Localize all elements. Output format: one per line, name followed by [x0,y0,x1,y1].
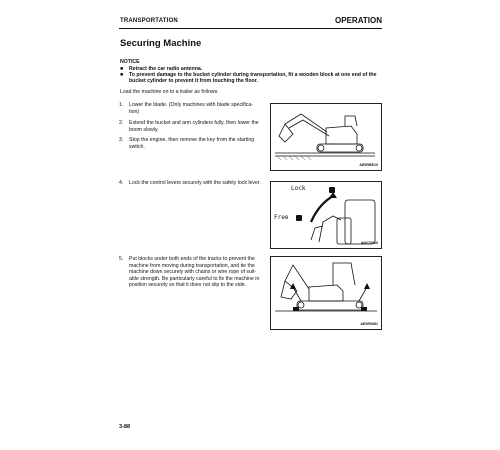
figure-id: AE0R0681 [360,322,378,326]
step-text: Put blocks under both ends of the tracks to prevent the machine from moving during transportation, and tie the machine down securely with chains or wire rope of suit- able strength. Be particularly careful to fix the machine in position securely so that it does not slip to the side. [129,256,260,289]
step-number: 3. [119,137,124,143]
page-title: Securing Machine [120,38,202,49]
header-rule [119,28,382,29]
excavator-lowered-illustration [271,104,381,170]
bullet-mark: ■ [120,66,124,72]
step-item [119,120,264,133]
tie-down-illustration [271,257,381,329]
lock-label: Lock [291,185,306,192]
step-number: 2. [119,120,124,126]
step-number: 4. [119,180,124,186]
step-item [119,256,264,289]
header-section: TRANSPORTATION [120,18,178,24]
bullet-text: To prevent damage to the bucket cylinder during transportation, fit a wooden block at one end of the bucket cylinder to prevent it from touching the floor. [129,72,377,85]
figure-lock-lever [270,181,382,249]
free-label: Free [274,214,289,221]
step-item [119,180,269,187]
step-text: Stop the engine, then remove the key from the starting switch. [129,137,255,150]
intro-text: Load the machine on to a trailer as follows. [120,89,219,95]
bullet-mark: ■ [120,72,124,78]
step-text: Lock the control levers securely with the safety lock lever. [129,180,261,186]
step-item [119,137,264,150]
bullet-text: Retract the car radio antenna. [129,66,203,72]
figure-id: AE0RBE10 [359,163,378,167]
step-text: Lower the blade. (Only machines with blade specifica- tion) [129,102,253,115]
step-number: 1. [119,102,124,108]
notice-bullet [120,72,380,85]
figure-excavator-lowered [270,103,382,171]
step-text: Extend the bucket and arm cylinders fully, then lower the boom slowly. [129,120,259,133]
notice-heading: NOTICE [120,59,140,65]
step-item [119,102,264,115]
figure-id: AN270510 [360,241,378,245]
step-number: 5. [119,256,124,262]
header-chapter: OPERATION [335,16,382,25]
figure-tie-down [270,256,382,330]
page-number: 3-88 [119,424,131,430]
